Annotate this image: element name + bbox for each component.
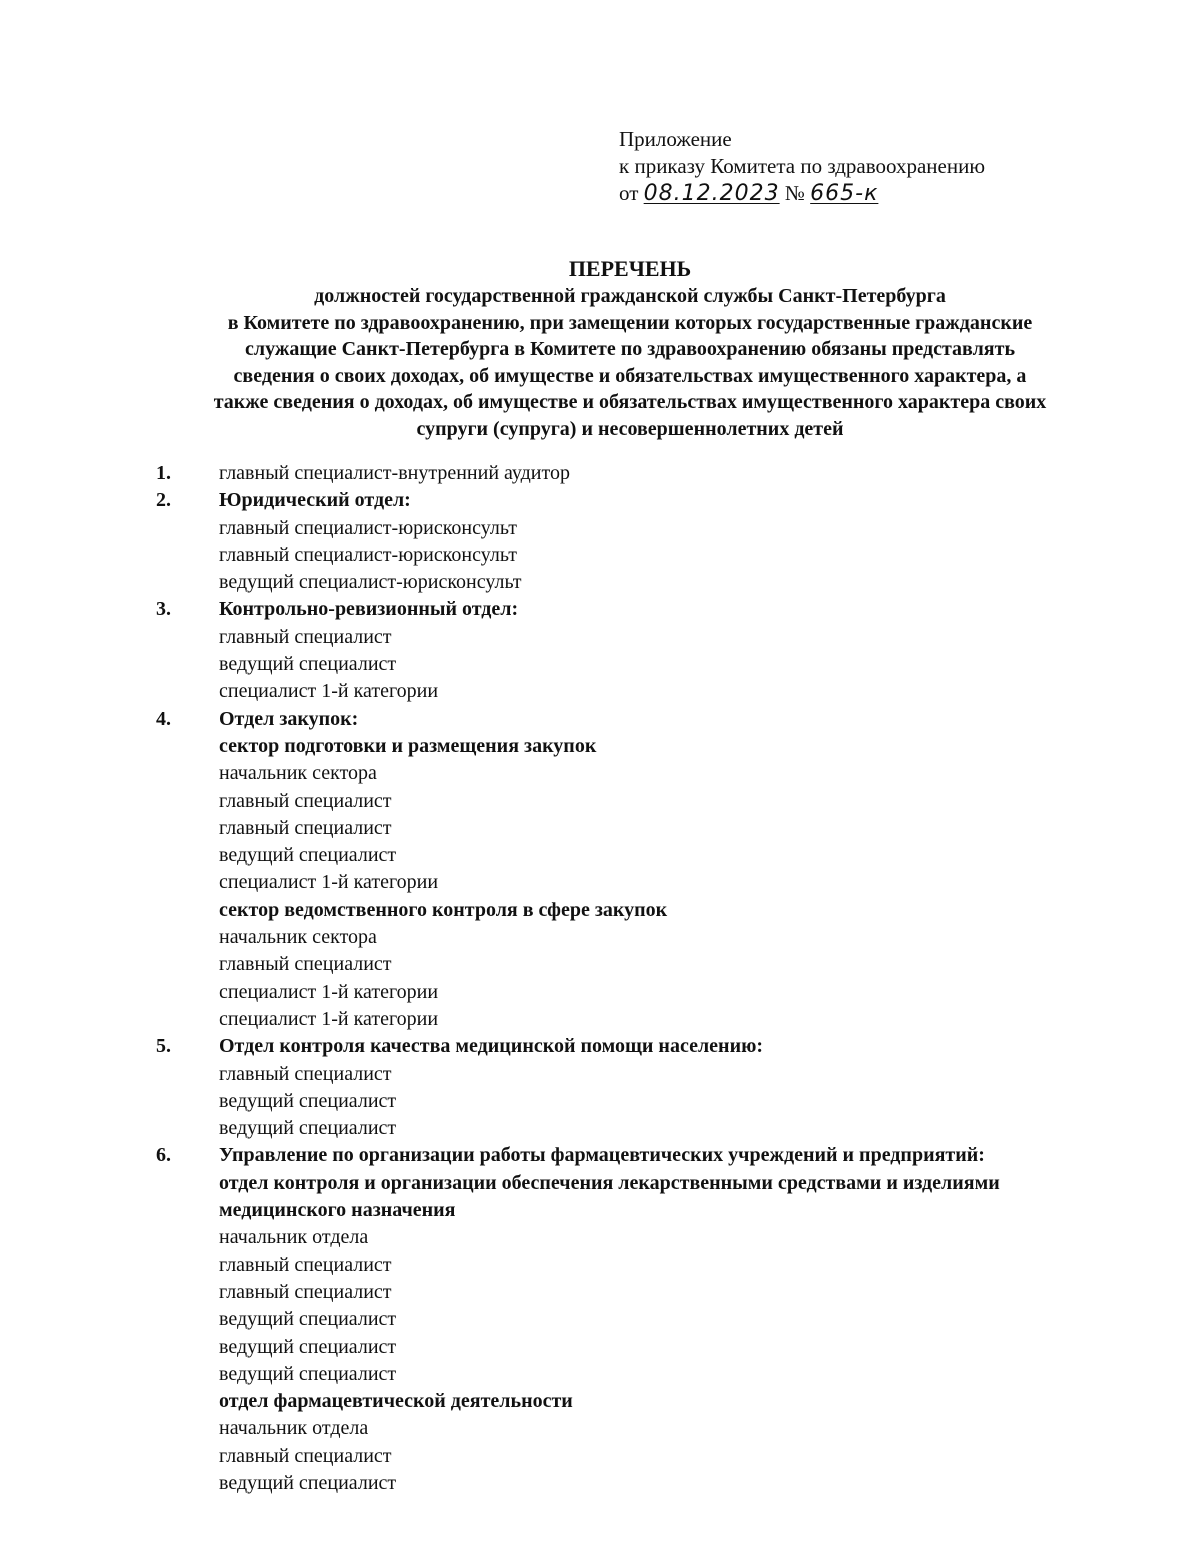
list-item-position xyxy=(0,1061,1200,1088)
list-item-text: Отдел контроля качества медицинской помощи населению: xyxy=(219,1035,764,1058)
list-item-text: специалист 1-й категории xyxy=(219,980,439,1003)
list-item-number: 3. xyxy=(156,598,171,621)
list-item-numbered xyxy=(0,460,1200,487)
list-item-position xyxy=(0,1115,1200,1142)
list-item-position xyxy=(0,760,1200,787)
list-item-text: ведущий специалист xyxy=(219,1089,397,1112)
appendix-order-reference: к приказу Комитета по здравоохранению xyxy=(619,154,986,178)
list-item-text: ведущий специалист xyxy=(219,844,397,867)
subtitle-line: служащие Санкт-Петербурга в Комитете по здравоохранению обязаны представлять xyxy=(244,338,1016,360)
subtitle-line: в Комитете по здравоохранению, при замещении которых государственные гражданские xyxy=(227,311,1033,334)
subtitle-line: также сведения о доходах, об имуществе и обязательствах имущественного характера своих xyxy=(213,391,1047,413)
list-item-section xyxy=(0,897,1200,924)
list-item-text: главный специалист-внутренний аудитор xyxy=(219,462,570,484)
list-item-text: главный специалист xyxy=(219,1062,392,1085)
list-item-text: главный специалист xyxy=(219,953,392,976)
list-item-position xyxy=(0,515,1200,542)
list-item-position xyxy=(0,1415,1200,1442)
list-item-position xyxy=(0,979,1200,1006)
document-title: ПЕРЕЧЕНЬ xyxy=(568,256,692,281)
list-item-text: ведущий специалист xyxy=(219,1117,397,1140)
list-item-position xyxy=(0,1224,1200,1251)
list-item-text: ведущий специалист-юрисконсульт xyxy=(219,571,522,594)
positions-list xyxy=(0,460,1200,1497)
list-item-numbered xyxy=(0,596,1200,623)
list-item-number: 4. xyxy=(156,707,171,730)
subtitle-line: сведения о своих доходах, об имуществе и обязательствах имущественного характера, а xyxy=(233,364,1027,387)
list-item-text: ведущий специалист xyxy=(219,1335,397,1358)
subtitle-line: супруги (супруга) и несовершеннолетних детей xyxy=(416,417,844,440)
list-item-text: главный специалист xyxy=(219,1444,392,1467)
list-item-text: главный специалист xyxy=(219,1280,392,1303)
list-item-text: специалист 1-й категории xyxy=(219,871,439,894)
list-item-position xyxy=(0,1470,1200,1497)
list-item-number: 5. xyxy=(156,1035,171,1058)
list-item-text: специалист 1-й категории xyxy=(219,680,439,703)
number-prefix: № xyxy=(784,181,805,205)
list-item-number: 2. xyxy=(156,489,171,512)
list-item-position xyxy=(0,569,1200,596)
list-item-position xyxy=(0,788,1200,815)
list-item-position xyxy=(0,842,1200,869)
list-item-position xyxy=(0,924,1200,951)
list-item-text: медицинского назначения xyxy=(219,1199,456,1222)
list-item-text: начальник сектора xyxy=(219,926,377,949)
list-item-text: начальник отдела xyxy=(219,1226,369,1249)
list-item-text: главный специалист xyxy=(219,789,392,812)
list-item-position xyxy=(0,1006,1200,1033)
list-item-text: начальник сектора xyxy=(219,762,377,785)
list-item-text: специалист 1-й категории xyxy=(219,1007,439,1030)
list-item-numbered xyxy=(0,487,1200,514)
list-item-numbered xyxy=(0,706,1200,733)
list-item-position xyxy=(0,1334,1200,1361)
list-item-text: главный специалист-юрисконсульт xyxy=(219,516,517,539)
list-item-position xyxy=(0,1088,1200,1115)
list-item-position xyxy=(0,1306,1200,1333)
list-item-text: отдел фармацевтической деятельности xyxy=(219,1390,573,1413)
list-item-position xyxy=(0,1279,1200,1306)
list-item-text: Контрольно-ревизионный отдел: xyxy=(219,598,519,621)
list-item-text: начальник отдела xyxy=(219,1417,369,1440)
list-item-text: ведущий специалист xyxy=(219,653,397,676)
list-item-text: Управление по организации работы фармацевтических учреждений и предприятий: xyxy=(219,1144,985,1167)
list-item-text: сектор ведомственного контроля в сфере закупок xyxy=(219,898,668,921)
list-item-text: главный специалист xyxy=(219,625,392,648)
list-item-number: 6. xyxy=(156,1144,171,1167)
appendix-block xyxy=(619,126,985,207)
list-item-text: ведущий специалист xyxy=(219,1471,397,1494)
list-item-position xyxy=(0,815,1200,842)
list-item-section xyxy=(0,1197,1200,1224)
list-item-text: ведущий специалист xyxy=(219,1362,397,1385)
handwritten-date: 08.12.2023 xyxy=(643,181,780,206)
list-item-section xyxy=(0,1388,1200,1415)
list-item-section xyxy=(0,733,1200,760)
list-item-text: ведущий специалист xyxy=(219,1308,397,1331)
list-item-position xyxy=(0,951,1200,978)
list-item-text: Юридический отдел: xyxy=(219,489,411,512)
list-item-text: отдел контроля и организации обеспечения лекарственными средствами и изделиями xyxy=(219,1171,1000,1194)
list-item-position xyxy=(0,1252,1200,1279)
list-item-numbered xyxy=(0,1142,1200,1169)
handwritten-order-number: 665-к xyxy=(810,181,879,206)
appendix-title: Приложение xyxy=(619,127,732,151)
list-item-position xyxy=(0,542,1200,569)
list-item-position xyxy=(0,651,1200,678)
list-item-position xyxy=(0,624,1200,651)
list-item-text: главный специалист xyxy=(219,1253,392,1276)
appendix-date-number-line xyxy=(619,180,985,207)
document-subtitle xyxy=(0,283,1200,442)
list-item-position xyxy=(0,678,1200,705)
list-item-text: главный специалист-юрисконсульт xyxy=(219,543,517,566)
list-item-number: 1. xyxy=(156,462,171,484)
list-item-numbered xyxy=(0,1033,1200,1060)
list-item-text: сектор подготовки и размещения закупок xyxy=(219,734,597,757)
subtitle-line: должностей государственной гражданской службы Санкт-Петербурга xyxy=(314,285,946,307)
list-item-section xyxy=(0,1170,1200,1197)
list-item-position xyxy=(0,1443,1200,1470)
list-item-text: главный специалист xyxy=(219,816,392,839)
list-item-position xyxy=(0,869,1200,896)
list-item-position xyxy=(0,1361,1200,1388)
date-prefix: от xyxy=(619,181,639,205)
list-item-text: Отдел закупок: xyxy=(219,707,359,730)
